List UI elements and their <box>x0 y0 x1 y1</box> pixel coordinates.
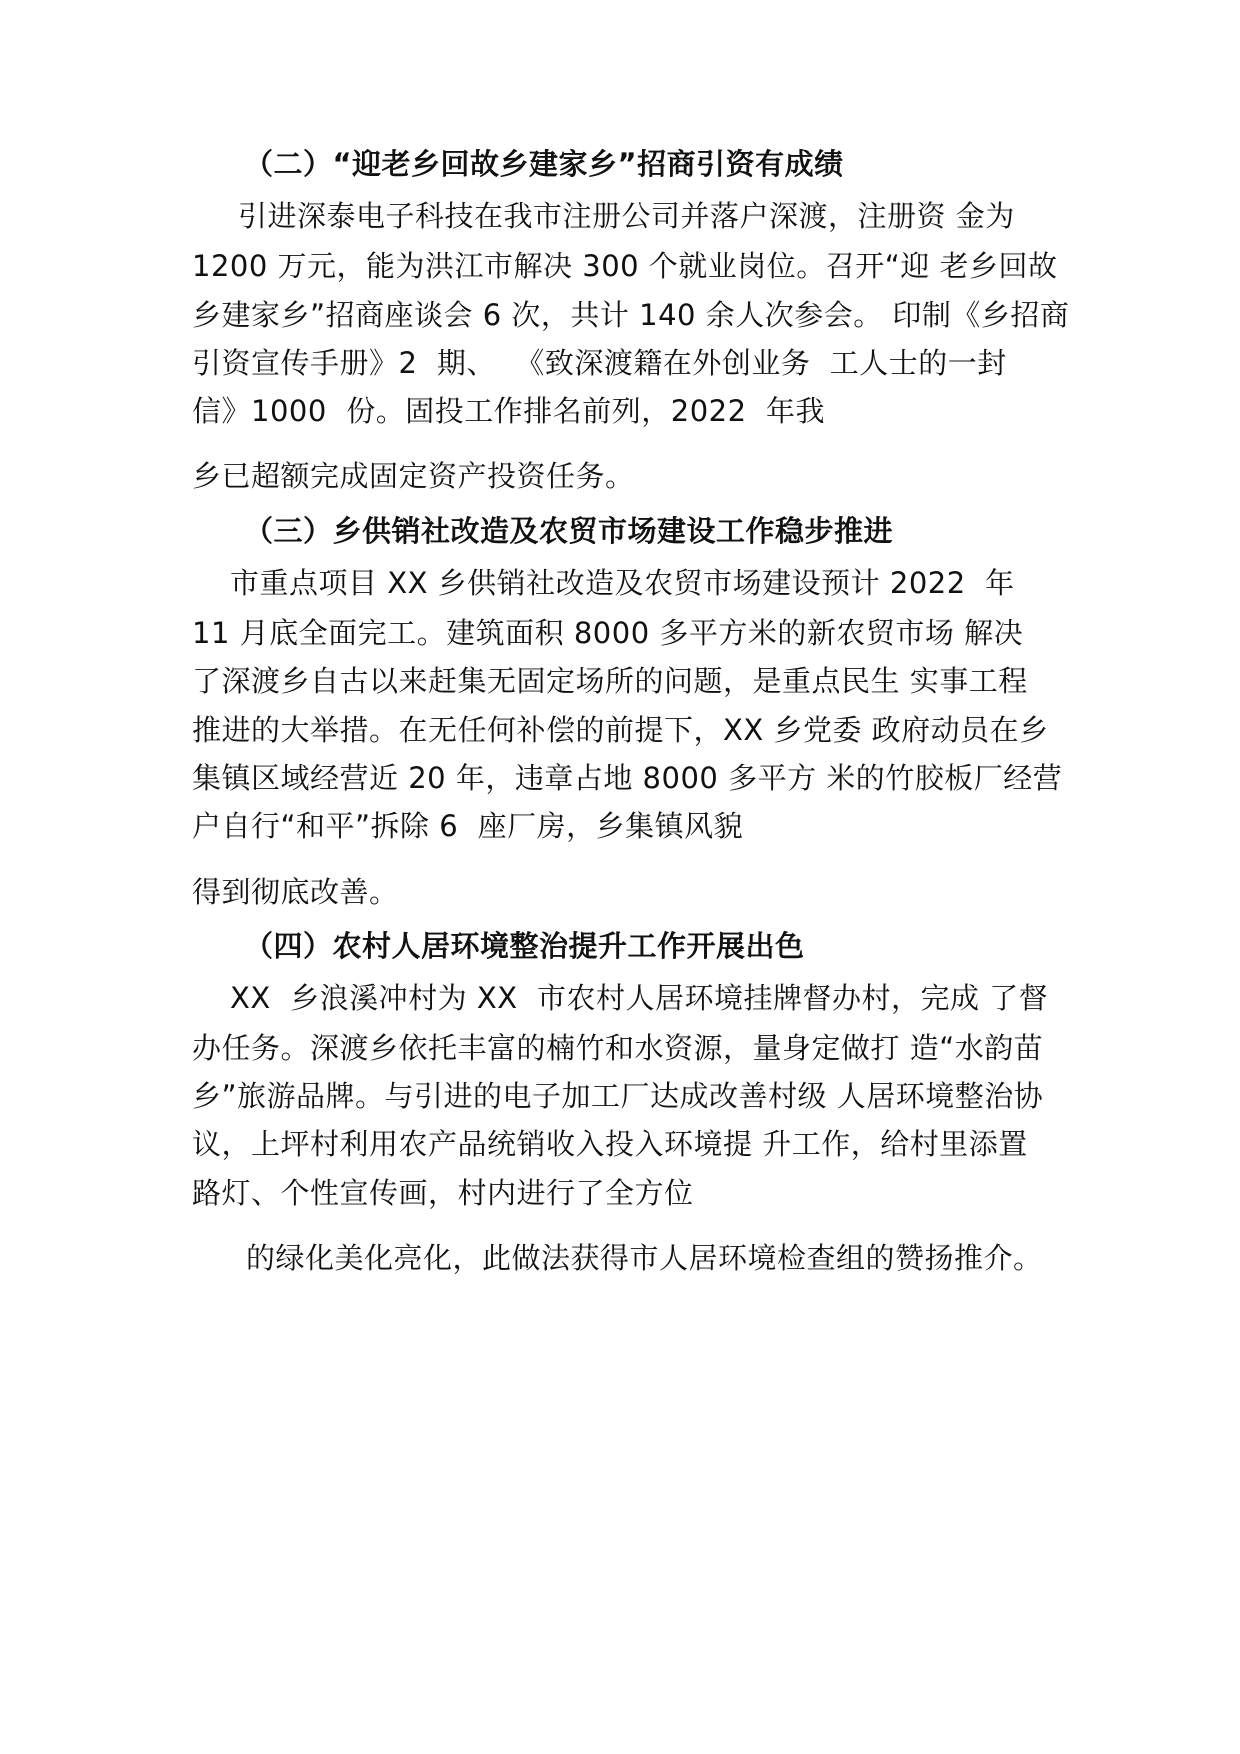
section-heading-4: （四）农村人居环境整治提升工作开展出色 <box>244 929 805 963</box>
paragraph-line: 集镇区域经营近 20 年，违章占地 8000 多平方 米的竹胶板厂经营 <box>192 761 1063 795</box>
paragraph-line: 信》1000 份。固投工作排名前列，2022 年我 <box>192 394 825 428</box>
paragraph-line: 乡已超额完成固定资产投资任务。 <box>192 459 635 493</box>
paragraph-line: 乡”旅游品牌。与引进的电子加工厂达成改善村级 人居环境整治协 <box>192 1079 1044 1113</box>
paragraph-line: 市重点项目 XX 乡供销社改造及农贸市场建设预计 2022 年 <box>230 566 1015 600</box>
paragraph-line: 办任务。深渡乡依托丰富的楠竹和水资源，量身定做打 造“水韵苗 <box>192 1031 1044 1065</box>
paragraph-line: 得到彻底改善。 <box>192 875 399 909</box>
section-heading-2: （二）“迎老乡回故乡建家乡”招商引资有成绩 <box>244 147 844 181</box>
paragraph-line: XX 乡浪溪冲村为 XX 市农村人居环境挂牌督办村，完成 了督 <box>230 981 1049 1015</box>
paragraph-line: 引资宣传手册》2 期、 《致深渡籍在外创业务 工人士的一封 <box>192 346 1007 380</box>
paragraph-line: 了深渡乡自古以来赶集无固定场所的问题，是重点民生 实事工程 <box>192 664 1028 698</box>
paragraph-line: 11 月底全面完工。建筑面积 8000 多平方米的新农贸市场 解决 <box>192 616 1024 650</box>
paragraph-line: 推进的大举措。在无任何补偿的前提下，XX 乡党委 政府动员在乡 <box>192 713 1049 747</box>
paragraph-line: 引进深泰电子科技在我市注册公司并落户深渡，注册资 金为 <box>238 199 1015 233</box>
paragraph-line: 户自行“和平”拆除 6 座厂房，乡集镇风貌 <box>192 809 744 843</box>
paragraph-line: 乡建家乡”招商座谈会 6 次，共计 140 余人次参会。 印制《乡招商 <box>192 298 1070 332</box>
section-heading-3: （三）乡供销社改造及农贸市场建设工作稳步推进 <box>244 514 894 548</box>
paragraph-line: 的绿化美化亮化，此做法获得市人居环境检查组的赞扬推介。 <box>246 1241 1043 1275</box>
paragraph-line: 1200 万元，能为洪江市解决 300 个就业岗位。召开“迎 老乡回故 <box>192 249 1058 283</box>
paragraph-line: 议，上坪村利用农产品统销收入投入环境提 升工作，给村里添置 <box>192 1127 1028 1161</box>
paragraph-line: 路灯、个性宣传画，村内进行了全方位 <box>192 1176 694 1210</box>
